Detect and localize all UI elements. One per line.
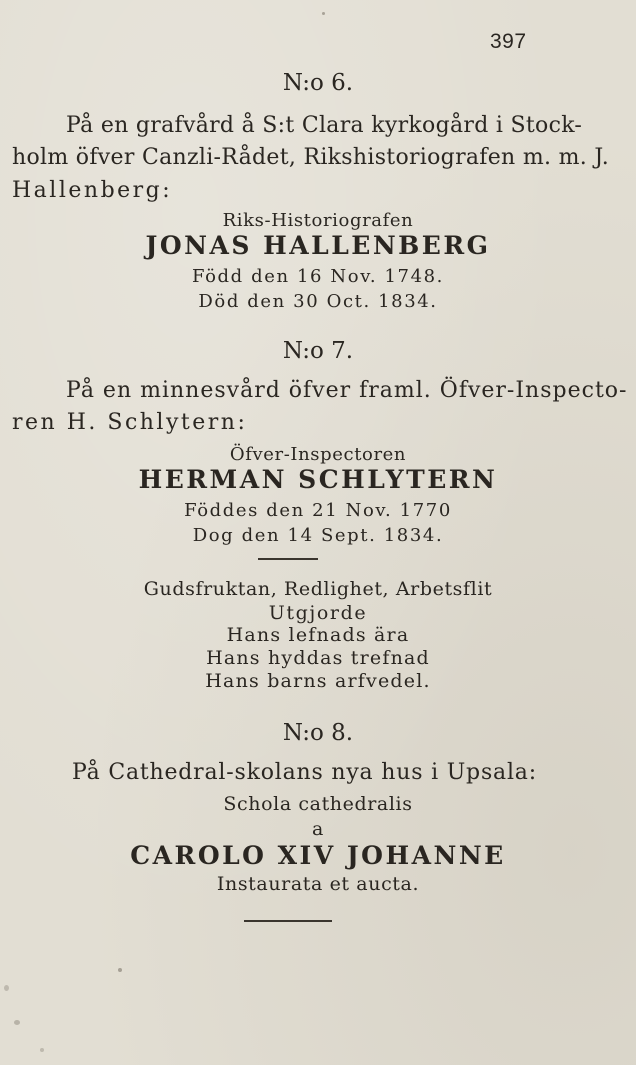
paper-speck	[40, 1048, 44, 1052]
entry-7-heading: N:o 7.	[282, 338, 354, 364]
page-number: 397	[490, 30, 527, 53]
entry-6-inscription-died: Död den 30 Oct. 1834.	[198, 291, 438, 312]
entry-7-intro-line-1: På en minnesvård öfver framl. Öfver-Inspecto-	[66, 378, 628, 403]
entry-7-inscription-died: Dog den 14 Sept. 1834.	[192, 525, 444, 546]
entry-7-inscription-title: Öfver-Inspectoren	[229, 444, 407, 465]
entry-8-intro-line-1: På Cathedral-skolans nya hus i Upsala:	[72, 760, 537, 785]
entry-6-intro-line-2: holm öfver Canzli-Rådet, Rikshistoriografen m. m. J.	[12, 145, 610, 170]
entry-7-verse-line-5: Hans barns arfvedel.	[205, 670, 431, 692]
entry-6-intro-line-3: Hallenberg:	[12, 178, 173, 203]
entry-7-verse-line-3: Hans lefnads ära	[226, 624, 410, 646]
separator-rule	[258, 558, 318, 560]
entry-8-inscription-line-2: a	[312, 818, 324, 840]
entry-8-inscription-line-1: Schola cathedralis	[223, 793, 413, 815]
entry-8-inscription-line-4: Instaurata et aucta.	[216, 873, 420, 895]
entry-7-verse-line-1: Gudsfruktan, Redlighet, Arbetsflit	[143, 578, 493, 600]
entry-8-heading: N:o 8.	[282, 720, 354, 746]
paper-speck	[118, 968, 122, 972]
entry-7-verse-line-4: Hans hyddas trefnad	[206, 647, 430, 669]
entry-7-inscription-born: Föddes den 21 Nov. 1770	[184, 500, 452, 521]
entry-6-inscription-title: Riks-Historiografen	[222, 210, 414, 231]
entry-8-inscription-name: CAROLO XIV JOHANNE	[130, 841, 506, 870]
paper-speck	[14, 1020, 20, 1025]
entry-7-intro-line-2: ren H. Schlytern:	[12, 410, 248, 435]
paper-speck	[4, 985, 9, 991]
entry-7-inscription-name: HERMAN SCHLYTERN	[138, 465, 498, 494]
entry-6-heading: N:o 6.	[282, 70, 354, 96]
separator-rule-end	[244, 920, 332, 922]
paper-speck	[322, 12, 325, 15]
entry-6-inscription-born: Född den 16 Nov. 1748.	[191, 266, 445, 287]
entry-6-inscription-name: JONAS HALLENBERG	[145, 231, 491, 260]
entry-7-verse-line-2: Utgjorde	[268, 602, 368, 624]
entry-6-intro-line-1: På en grafvård å S:t Clara kyrkogård i Stock-	[66, 113, 583, 138]
